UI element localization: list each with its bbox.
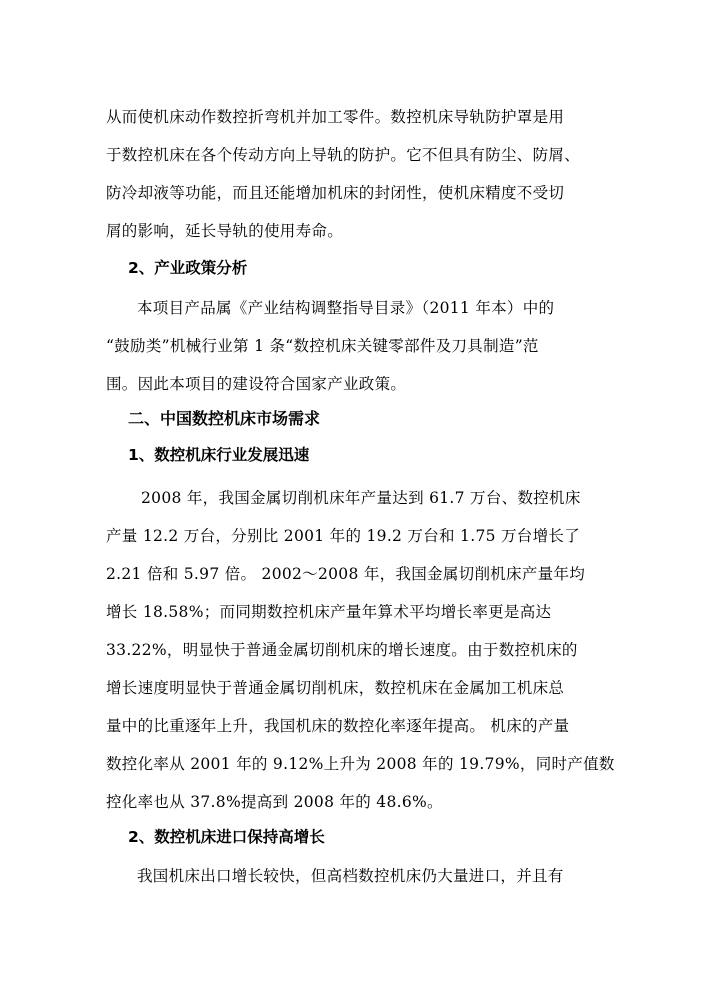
paragraph-2-line-1: 本项目产品属《产业结构调整指导目录》（2011 年本）中的 [137, 299, 555, 317]
paragraph-3-line-5: 33.22%，明显快于普通金属切削机床的增长速度。由于数控机床的 [106, 641, 578, 659]
paragraph-1-line-2: 于数控机床在各个传动方向上导轨的防护。它不但具有防尘、防屑、 [106, 146, 581, 164]
paragraph-3-line-4: 增长 18.58%；而同期数控机床产量年算术平均增长率更是高达 [106, 603, 552, 621]
heading-import-growth: 2、数控机床进口保持高增长 [128, 828, 325, 846]
paragraph-2-line-2: “鼓励类”机械行业第 1 条“数控机床关键零部件及刀具制造”范 [106, 337, 539, 355]
heading-section-2-market-demand: 二、中国数控机床市场需求 [128, 409, 321, 428]
paragraph-3-line-8: 数控化率从 2001 年的 9.12%上升为 2008 年的 19.79%，同时产值数 [106, 755, 615, 773]
paragraph-4-line-1: 我国机床出口增长较快，但高档数控机床仍大量进口，并且有 [137, 867, 564, 885]
heading-industry-growth: 1、数控机床行业发展迅速 [128, 446, 310, 464]
heading-policy-analysis: 2、产业政策分析 [128, 259, 248, 277]
paragraph-2-line-3: 围。因此本项目的建设符合国家产业政策。 [106, 375, 407, 393]
paragraph-3-line-6: 增长速度明显快于普通金属切削机床，数控机床在金属加工机床总 [106, 679, 565, 697]
paragraph-1-line-4: 屑的影响，延长导轨的使用寿命。 [106, 222, 344, 240]
paragraph-3-line-3: 2.21 倍和 5.97 倍。 2002～2008 年，我国金属切削机床产量年均 [106, 565, 586, 583]
paragraph-3-line-9: 控化率也从 37.8%提高到 2008 年的 48.6%。 [106, 793, 443, 811]
paragraph-3-line-2: 产量 12.2 万台，分别比 2001 年的 19.2 万台和 1.75 万台增长了 [106, 527, 580, 545]
paragraph-1-line-3: 防冷却液等功能，而且还能增加机床的封闭性，使机床精度不受切 [106, 184, 565, 202]
paragraph-3-line-1: 2008 年，我国金属切削机床年产量达到 61.7 万台、数控机床 [141, 489, 581, 507]
paragraph-3-line-7: 量中的比重逐年上升，我国机床的数控化率逐年提高。 机床的产量 [106, 717, 570, 735]
paragraph-1-line-1: 从而使机床动作数控折弯机并加工零件。数控机床导轨防护罩是用 [106, 108, 565, 126]
